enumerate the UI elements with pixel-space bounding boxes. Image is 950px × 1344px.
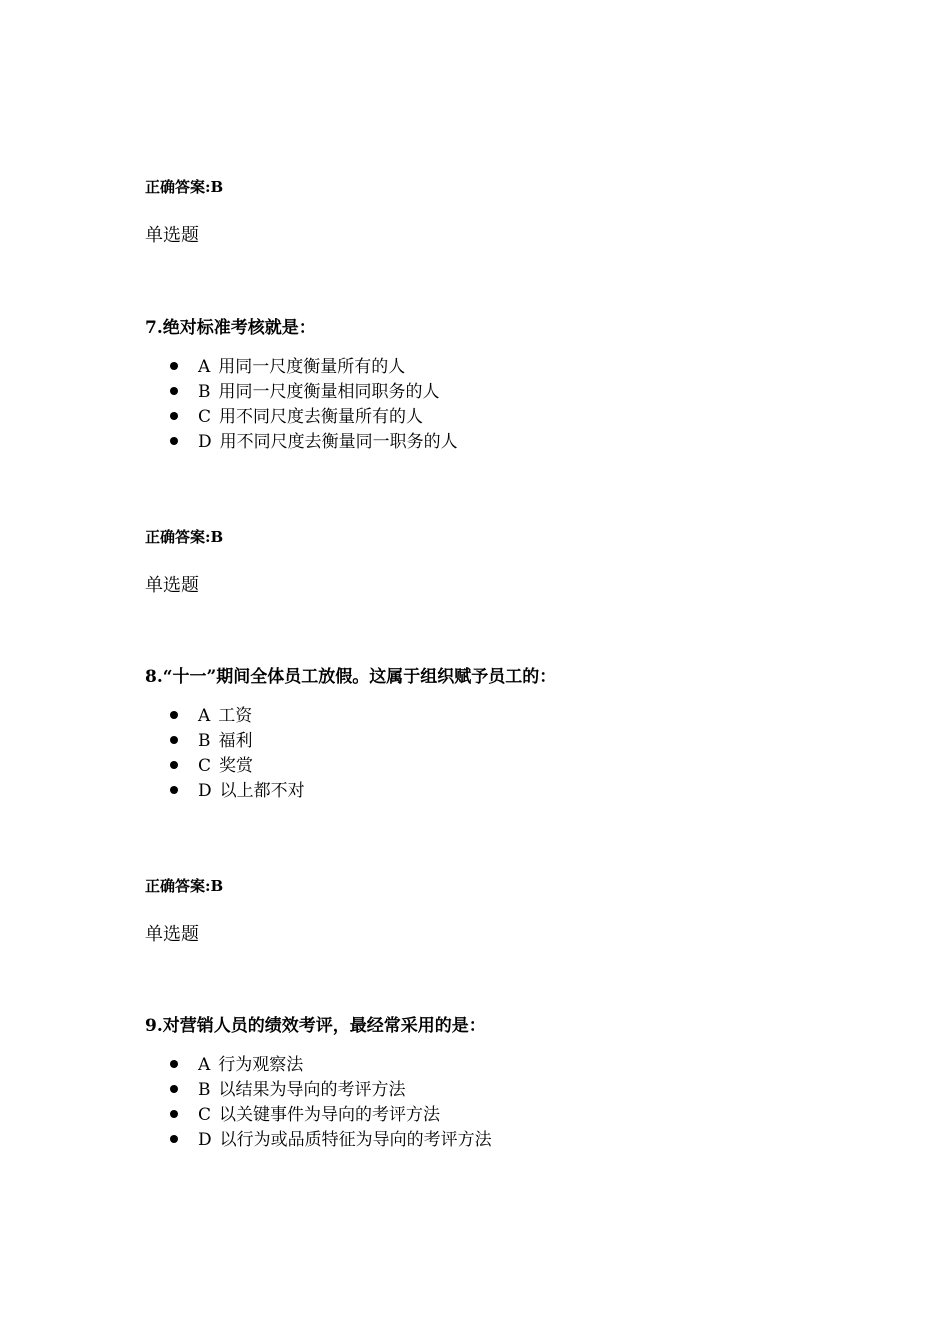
option-text: 福利 bbox=[218, 731, 253, 751]
bullet-icon bbox=[170, 1135, 178, 1143]
option-text: 以上都不对 bbox=[219, 781, 305, 801]
option-letter: C bbox=[198, 407, 212, 427]
option-letter: B bbox=[198, 382, 211, 402]
option-item bbox=[170, 701, 252, 726]
option-text: 工资 bbox=[218, 706, 253, 726]
option-letter: D bbox=[198, 432, 212, 452]
option-item bbox=[170, 1100, 440, 1125]
option-item bbox=[170, 402, 423, 427]
correct-answer: 正确答案:B bbox=[145, 528, 224, 546]
option-item bbox=[170, 1050, 303, 1075]
option-text: 以行为或品质特征为导向的考评方法 bbox=[219, 1130, 492, 1150]
bullet-icon bbox=[170, 736, 178, 744]
option-letter: A bbox=[198, 357, 211, 377]
option-item bbox=[170, 776, 305, 801]
option-text: 以结果为导向的考评方法 bbox=[218, 1080, 406, 1100]
option-item bbox=[170, 726, 253, 751]
option-letter: A bbox=[198, 706, 211, 726]
question-title: 8.“十一”期间全体员工放假。这属于组织赋予员工的： bbox=[145, 667, 557, 687]
question-type: 单选题 bbox=[145, 575, 199, 596]
option-letter: C bbox=[198, 756, 212, 776]
question-type: 单选题 bbox=[145, 225, 199, 246]
option-text: 用不同尺度去衡量同一职务的人 bbox=[219, 432, 458, 452]
bullet-icon bbox=[170, 761, 178, 769]
correct-answer: 正确答案:B bbox=[145, 178, 224, 196]
bullet-icon bbox=[170, 1110, 178, 1118]
option-text: 用不同尺度去衡量所有的人 bbox=[219, 407, 424, 427]
option-text: 以关键事件为导向的考评方法 bbox=[219, 1105, 441, 1125]
bullet-icon bbox=[170, 711, 178, 719]
bullet-icon bbox=[170, 1085, 178, 1093]
option-item bbox=[170, 1075, 406, 1100]
option-letter: C bbox=[198, 1105, 212, 1125]
bullet-icon bbox=[170, 437, 178, 445]
option-text: 用同一尺度衡量相同职务的人 bbox=[218, 382, 440, 402]
question-type: 单选题 bbox=[145, 924, 199, 945]
bullet-icon bbox=[170, 387, 178, 395]
option-item bbox=[170, 751, 253, 776]
bullet-icon bbox=[170, 362, 178, 370]
question-title: 9.对营销人员的绩效考评，最经常采用的是： bbox=[145, 1016, 486, 1036]
option-item bbox=[170, 427, 458, 452]
option-text: 奖赏 bbox=[219, 756, 254, 776]
option-letter: D bbox=[198, 1130, 212, 1150]
option-letter: A bbox=[198, 1055, 211, 1075]
bullet-icon bbox=[170, 1060, 178, 1068]
option-item bbox=[170, 377, 440, 402]
bullet-icon bbox=[170, 412, 178, 420]
correct-answer: 正确答案:B bbox=[145, 877, 224, 895]
option-item bbox=[170, 352, 405, 377]
option-text: 用同一尺度衡量所有的人 bbox=[218, 357, 406, 377]
option-letter: B bbox=[198, 731, 211, 751]
option-letter: B bbox=[198, 1080, 211, 1100]
option-letter: D bbox=[198, 781, 212, 801]
question-title: 7.绝对标准考核就是： bbox=[145, 318, 316, 338]
option-item bbox=[170, 1125, 492, 1150]
option-text: 行为观察法 bbox=[218, 1055, 304, 1075]
bullet-icon bbox=[170, 786, 178, 794]
